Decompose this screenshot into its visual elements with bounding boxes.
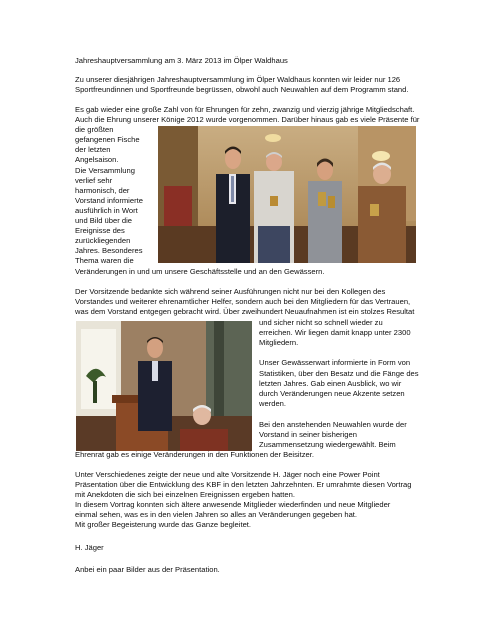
text-line: Ereignisse des — [75, 226, 125, 235]
text-line: Mit großer Begeisterung wurde das Ganze begleitet. — [75, 520, 252, 529]
text-line: Thema waren die — [75, 256, 134, 265]
text-line: letzten Jahres. Gab einen Ausblick, wo wir — [259, 379, 402, 388]
page-title: Jahreshauptversammlung am 3. März 2013 im Ölper Waldhaus — [75, 56, 288, 65]
text-line: durch Veränderungen neue Akzente setzen — [259, 389, 405, 398]
text-line: die größten — [75, 125, 114, 134]
text-line: In diesem Vortrag konnten sich ältere anwesende Mitglieder wiederfinden und neue Mitglieder — [75, 500, 391, 509]
text-line: zurückliegenden — [75, 236, 131, 245]
signature: H. Jäger — [75, 543, 104, 552]
text-line: Jahres. Besonderes — [75, 246, 143, 255]
text-line: Statistiken, über den Besatz und die Fänge des — [259, 369, 419, 378]
text-line: Der Vorsitzende bedankte sich während seiner Ausführungen nicht nur bei den Kollegen des — [75, 287, 386, 296]
text-line: einmal sehen, was es in den vielen Jahren so alles an Veränderungen gegeben hat. — [75, 510, 358, 519]
text-line: werden. — [259, 399, 287, 408]
text-line: und Bild über die — [75, 216, 132, 225]
text-line: der letzten — [75, 145, 111, 154]
text-line: Die Versammlung — [75, 166, 135, 175]
text-line: Veränderungen in und um unsere Geschäftsstelle und an den Gewässern. — [75, 267, 325, 276]
text-line: Präsentation über die Entwicklung des KBF in den letzten Jahrzehnten. Er umrahmte diesen Vortrag — [75, 480, 412, 489]
text-line: Es gab wieder eine große Zahl von für Ehrungen für zehn, zwanzig und vierzig jährige Mitgliedschaft. — [75, 105, 415, 114]
text-line: Unter Verschiedenes zeigte der neue und alte Vorsitzende H. Jäger noch eine Power Point — [75, 470, 380, 479]
text-line: gefangenen Fische — [75, 135, 140, 144]
text-line: was dem Vorstand entgegen gebracht wird. Über zweihundert Neuaufnahmen ist ein stolzes Resultat — [75, 307, 415, 316]
text-line: mit Anekdoten die sich bei einzelnen Ereignissen ergeben hatten. — [75, 490, 295, 499]
text-line: Zu unserer diesjährigen Jahreshauptversammlung im Ölper Waldhaus konnten wir leider nur 126 — [75, 75, 401, 84]
text-line: Unser Gewässerwart informierte in Form von — [259, 358, 411, 367]
text-line: Bei den anstehenden Neuwahlen wurde der — [259, 420, 407, 429]
text-line: Angelsaison. — [75, 155, 119, 164]
closing-note: Anbei ein paar Bilder aus der Präsentation. — [75, 565, 220, 574]
text-line: Zusammensetzung wiedergewählt. Beim — [259, 440, 396, 449]
text-line: harmonisch, der — [75, 186, 130, 195]
text-line: Sportfreundinnen und Sportfreunde begrüssen, obwohl auch Neuwahlen auf dem Programm stand. — [75, 85, 409, 94]
text-line: Ehrenrat gab es einige Veränderungen in den Funktionen der Beisitzer. — [75, 450, 314, 459]
text-line: Auch die Ehrung unserer Könige 2012 wurde vorgenommen. Darüber hinaus gab es viele Präsente für — [75, 115, 420, 124]
text-line: Mitgliedern. — [259, 338, 299, 347]
text-line: und sicher nicht so schnell wieder zu — [259, 318, 383, 327]
text-line: Vorstand informierte — [75, 196, 143, 205]
text-line: Vorstand in seiner bisherigen — [259, 430, 357, 439]
text-line: verlief sehr — [75, 176, 113, 185]
text-line: erreichen. Wir liegen damit knapp unter 2300 — [259, 328, 411, 337]
text-line: Vorstandes und weiterer ehrenamtlicher Helfer, sondern auch bei den Mitgliedern für das Vertrauen, — [75, 297, 411, 306]
photo-speaker — [76, 321, 252, 451]
text-line: ausführlich in Wort — [75, 206, 138, 215]
photo-honorees — [158, 126, 416, 263]
